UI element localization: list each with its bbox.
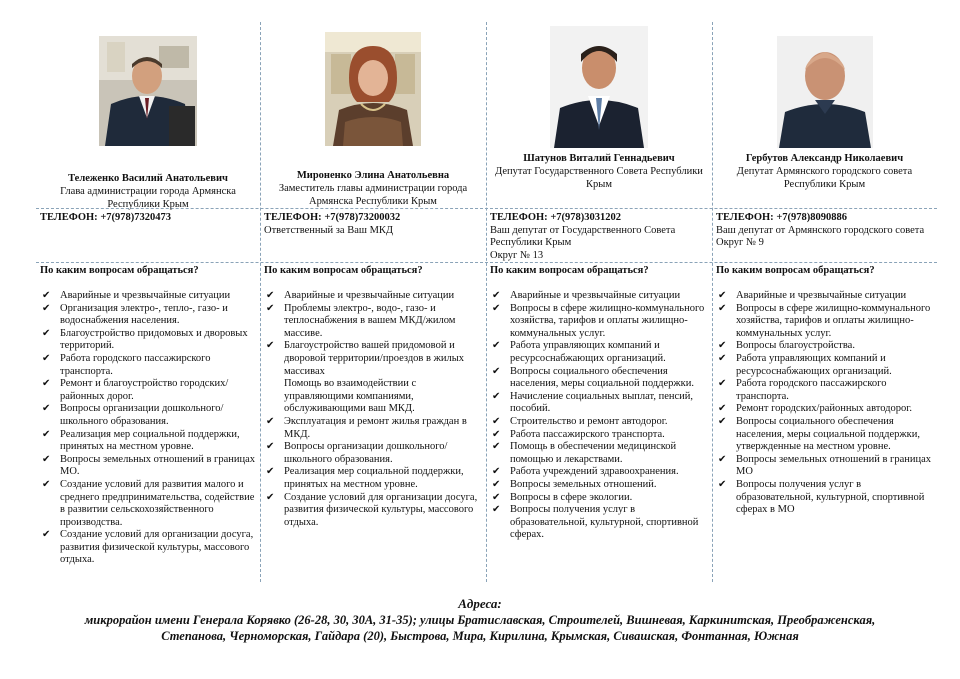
list-item: ✔ Вопросы социального обеспечения населения, меры социальной поддержки, утвержденные на местном уровне. (718, 415, 920, 453)
checkmark-icon: ✔ (492, 340, 501, 352)
list-item: ✔ Реализация мер социальной поддержки, принятых на местном уровне. (42, 428, 240, 453)
checkmark-icon: ✔ (42, 428, 51, 440)
list-item: ✔ Аварийные и чрезвычайные ситуации (718, 290, 907, 301)
contact-phone-block (716, 212, 933, 250)
questions-title: По каким вопросам обращаться? (40, 265, 199, 276)
contact-header (712, 22, 937, 210)
questions-title: По каким вопросам обращаться? (716, 265, 875, 276)
checkmark-icon: ✔ (718, 290, 727, 301)
checkmark-icon: ✔ (492, 415, 501, 427)
list-item: ✔ Вопросы земельных отношений в границах МО (718, 453, 932, 478)
phone-label: ТЕЛЕФОН: (716, 212, 774, 223)
contact-card-city-council-deputy (712, 22, 937, 582)
phone-number[interactable]: +7(978)73200032 (324, 212, 401, 223)
addresses-line: микрорайон имени Генерала Корявко (26-28, 30, 30А, 31-35); улицы Братиславская, Строителей, Вишневая, Каркинитская, Преображенская, (84, 613, 876, 627)
checkmark-icon: ✔ (266, 302, 275, 314)
checkmark-icon: ✔ (492, 302, 501, 314)
topics-list (264, 290, 482, 529)
checkmark-icon: ✔ (492, 390, 501, 402)
addresses-title: Адреса: (458, 596, 502, 611)
list-item: ✔ Проблемы электро-, водо-, газо- и теплоснабжения в вашем МКД/жилом массиве. (266, 302, 456, 339)
phone-number[interactable]: +7(978)7320473 (100, 212, 172, 223)
contact-card-deputy-head (260, 22, 486, 582)
contacts-sheet (36, 22, 937, 582)
checkmark-icon: ✔ (718, 340, 727, 352)
checkmark-icon: ✔ (266, 466, 275, 478)
responsibility-text: Ответственный за Ваш МКД (264, 224, 394, 236)
checkmark-icon: ✔ (42, 378, 51, 390)
checkmark-icon: ✔ (718, 302, 727, 314)
checkmark-icon: ✔ (42, 352, 51, 364)
list-item: ✔ Помощь в обеспечении медицинской помощью и лекарствами. (492, 441, 677, 465)
checkmark-icon: ✔ (718, 352, 727, 364)
list-item: ✔ Строительство и ремонт автодорог. (492, 415, 668, 427)
contact-name: Шатунов Виталий Геннадьевич (523, 153, 675, 164)
list-item: ✔ Работа учреждений здравоохранения. (492, 466, 679, 478)
addresses-line: Степанова, Черноморская, Гайдара (20), Быстрова, Мира, Кирилина, Крымская, Сивашская, Фонтанная, Южная (161, 629, 799, 643)
list-item: ✔ Ремонт и благоустройство городских/районных дорог. (42, 378, 229, 402)
contact-card-head-of-administration (36, 22, 260, 582)
list-item: ✔ Создание условий для организации досуга, развития физической культуры, массового отдыха. (42, 529, 254, 566)
contact-role: Заместитель главы администрации города Армянска Республики Крым (278, 183, 468, 207)
contact-role: Глава администрации города Армянска Республики Крым (60, 186, 236, 210)
checkmark-icon: ✔ (718, 415, 727, 427)
responsibility-text: Ваш депутат от Армянского городского совета Округ № 9 (716, 224, 925, 248)
list-item: ✔ Вопросы социального обеспечения населения, меры социальной поддержки. (492, 365, 694, 390)
checkmark-icon: ✔ (266, 491, 275, 503)
contact-role: Депутат Армянского городского совета Республики Крым (736, 166, 913, 190)
list-item: ✔ Аварийные и чрезвычайные ситуации (266, 290, 455, 301)
checkmark-icon: ✔ (266, 441, 275, 453)
list-item: ✔ Работа городского пассажирского транспорта. (718, 378, 887, 402)
checkmark-icon: ✔ (718, 453, 727, 465)
list-item: ✔ Эксплуатация и ремонт жилья граждан в МКД. (266, 415, 467, 440)
list-item: ✔ Вопросы организации дошкольного/школьного образования. (266, 441, 448, 465)
list-item: ✔ Аварийные и чрезвычайные ситуации (492, 290, 681, 301)
list-item: ✔ Организация электро-, тепло-, газо- и водоснабжения населения. (42, 302, 228, 327)
phone-number[interactable]: +7(978)3031202 (550, 212, 622, 223)
list-item: ✔ Работа пассажирского транспорта. (492, 428, 665, 440)
checkmark-icon: ✔ (266, 340, 275, 352)
list-item: ✔ Создание условий для организации досуга, развития физической культуры, массового отдыха. (266, 491, 478, 528)
checkmark-icon: ✔ (42, 529, 51, 541)
phone-label: ТЕЛЕФОН: (490, 212, 548, 223)
list-item: ✔ Начисление социальных выплат, пенсий, пособий. (492, 390, 694, 415)
checkmark-icon: ✔ (266, 290, 275, 301)
checkmark-icon: ✔ (492, 290, 501, 301)
checkmark-icon: ✔ (42, 327, 51, 339)
list-item: ✔ Работа управляющих компаний и ресурсоснабжающих организаций. (492, 340, 666, 364)
addresses-footer (0, 596, 960, 644)
checkmark-icon: ✔ (42, 453, 51, 465)
checkmark-icon: ✔ (42, 290, 51, 301)
contact-name: Гербутов Александр Николаевич (745, 153, 904, 164)
topics-list (716, 290, 933, 517)
portrait-photo (325, 32, 421, 146)
topics-list (40, 290, 256, 567)
list-item: ✔ Благоустройство вашей придомовой и дворовой территории/проездов в жилых массивах Помощь во взаимодействии с управляющими компаниями, обслуживающими ваш МКД. (266, 340, 465, 415)
list-item: ✔ Вопросы в сфере жилищно-коммунального хозяйства, тарифов и оплаты жилищно-коммунальных услуг. (492, 302, 705, 339)
list-item: ✔ Ремонт городских/районных автодорог. (718, 403, 913, 415)
portrait-photo (550, 26, 648, 148)
checkmark-icon: ✔ (266, 415, 275, 427)
checkmark-icon: ✔ (492, 491, 501, 503)
questions-title: По каким вопросам обращаться? (264, 265, 423, 276)
checkmark-icon: ✔ (42, 302, 51, 314)
checkmark-icon: ✔ (492, 504, 501, 516)
checkmark-icon: ✔ (718, 378, 727, 390)
contact-header (260, 22, 486, 210)
questions-title: По каким вопросам обращаться? (490, 265, 649, 276)
contact-name: Тележенко Василий Анатольевич (68, 173, 228, 184)
checkmark-icon: ✔ (42, 403, 51, 415)
responsibility-text: Ваш депутат от Государственного Совета Республики Крым Округ № 13 (490, 224, 676, 261)
list-item: ✔ Вопросы получения услуг в образовательной, культурной, спортивной сферах. (492, 504, 699, 541)
list-item: ✔ Вопросы получения услуг в образовательной, культурной, спортивной сферах в МО (718, 478, 925, 516)
checkmark-icon: ✔ (492, 478, 501, 490)
contact-header (486, 22, 712, 210)
contact-name: Мироненко Элина Анатольевна (296, 170, 450, 181)
list-item: ✔ Вопросы земельных отношений в границах МО. (42, 453, 256, 478)
contact-phone-block (40, 212, 256, 225)
list-item: ✔ Вопросы в сфере экологии. (492, 491, 633, 503)
checkmark-icon: ✔ (718, 478, 727, 490)
checkmark-icon: ✔ (492, 365, 501, 377)
list-item: ✔ Вопросы в сфере жилищно-коммунального хозяйства, тарифов и оплаты жилищно-коммунальных услуг. (718, 302, 931, 339)
list-item: ✔ Вопросы организации дошкольного/школьного образования. (42, 403, 224, 427)
list-item: ✔ Вопросы благоустройства. (718, 340, 855, 352)
checkmark-icon: ✔ (492, 428, 501, 440)
contact-header (36, 22, 260, 210)
list-item: ✔ Создание условий для развития малого и среднего предпринимательства, содействие в развитии сельскохозяйственного производства. (42, 478, 255, 528)
portrait-photo (99, 36, 197, 146)
list-item: ✔ Работа управляющих компаний и ресурсоснабжающих организаций. (718, 352, 892, 377)
list-item: ✔ Аварийные и чрезвычайные ситуации (42, 290, 231, 301)
list-item: ✔ Благоустройство придомовых и дворовых территорий. (42, 327, 248, 352)
list-item: ✔ Вопросы земельных отношений. (492, 478, 657, 490)
contact-phone-block (490, 212, 708, 262)
phone-label: ТЕЛЕФОН: (40, 212, 98, 223)
checkmark-icon: ✔ (492, 466, 501, 478)
portrait-photo (777, 36, 873, 148)
contact-card-state-council-deputy (486, 22, 712, 582)
topics-list (490, 290, 708, 542)
checkmark-icon: ✔ (492, 441, 501, 453)
checkmark-icon: ✔ (718, 403, 727, 415)
list-item: ✔ Работа городского пассажирского транспорта. (42, 352, 211, 377)
contact-phone-block (264, 212, 482, 237)
phone-label: ТЕЛЕФОН: (264, 212, 322, 223)
checkmark-icon: ✔ (42, 478, 51, 490)
phone-number[interactable]: +7(978)8090886 (776, 212, 848, 223)
contact-role: Депутат Государственного Совета Республики Крым (495, 166, 703, 190)
list-item: ✔ Реализация мер социальной поддержки, принятых на местном уровне. (266, 466, 464, 490)
